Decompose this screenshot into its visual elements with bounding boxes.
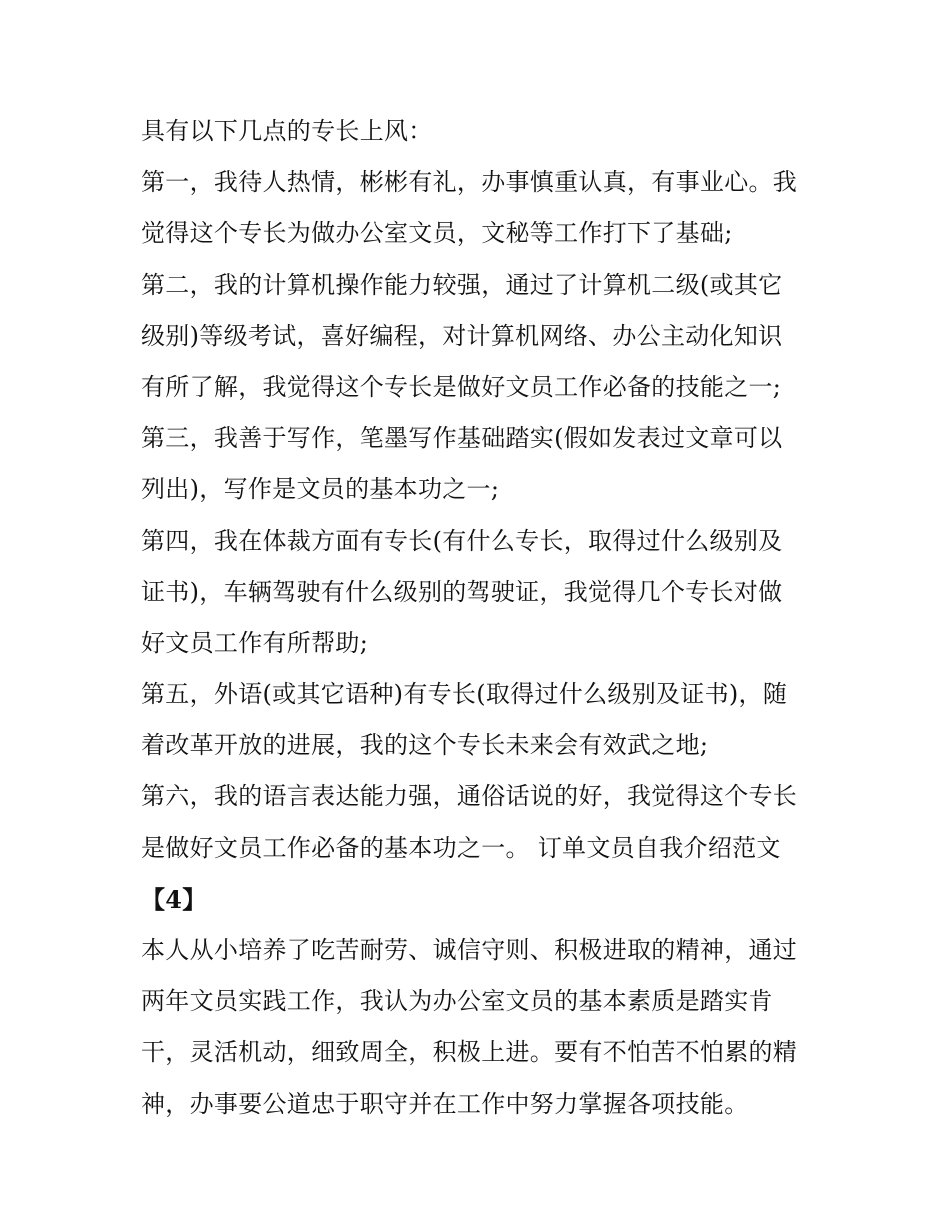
text-line: 证书)，车辆驾驶有什么级别的驾驶证，我觉得几个专长对做 [141, 577, 783, 606]
text-line: 第三，我善于写作，笔墨写作基础踏实(假如发表过文章可以 [141, 424, 783, 453]
section-number-label: 【4】 [141, 884, 207, 914]
text-line: 第五，外语(或其它语种)有专长(取得过什么级别及证书)，随 [141, 680, 788, 709]
text-line: 好文员工作有所帮助; [141, 628, 369, 657]
text-line: 两年文员实践工作，我认为办公室文员的基本素质是踏实肯 [141, 987, 773, 1016]
text-line: 第六，我的语言表达能力强，通俗话说的好，我觉得这个专长 [141, 782, 798, 811]
text-line: 觉得这个专长为做办公室文员，文秘等工作打下了基础; [141, 219, 733, 248]
text-line: 神，办事要公道忠于职守并在工作中努力掌握各项技能。 [141, 1089, 749, 1118]
text-line: 着改革开放的进展，我的这个专长未来会有效武之地; [141, 731, 709, 760]
document-body [141, 106, 821, 1130]
text-line: 第四，我在体裁方面有专长(有什么专长，取得过什么级别及 [141, 526, 783, 555]
text-line: 第一，我待人热情，彬彬有礼，办事慎重认真，有事业心。我 [141, 168, 798, 197]
text-line: 列出)，写作是文员的基本功之一; [141, 475, 500, 504]
text-line: 是做好文员工作必备的基本功之一。 订单文员自我介绍范文 [141, 833, 781, 862]
text-line: 第二，我的计算机操作能力较强，通过了计算机二级(或其它 [141, 270, 783, 299]
text-line: 级别)等级考试，喜好编程，对计算机网络、办公主动化知识 [141, 321, 783, 350]
text-line: 本人从小培养了吃苦耐劳、诚信守则、积极进取的精神，通过 [141, 936, 798, 964]
text-line: 有所了解，我觉得这个专长是做好文员工作必备的技能之一; [141, 372, 782, 401]
text-line: 具有以下几点的专长上风： [141, 117, 433, 145]
text-line: 干，灵活机动，细致周全，积极上进。要有不怕苦不怕累的精 [141, 1038, 798, 1067]
